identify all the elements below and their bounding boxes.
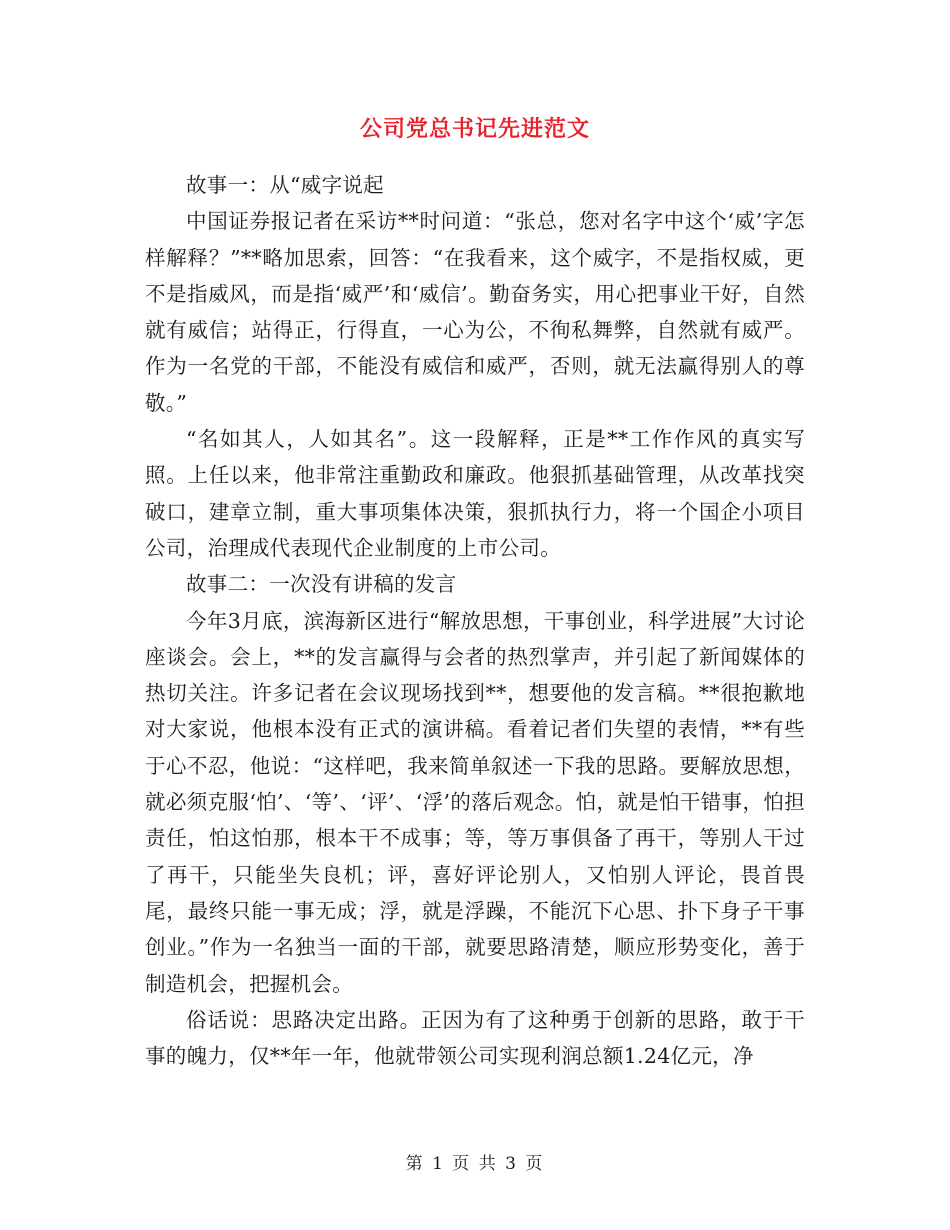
document-title: 公司党总书记先进范文 xyxy=(359,116,590,142)
paragraph-story-two-heading: 故事二：一次没有讲稿的发言 xyxy=(186,572,457,597)
paragraph: 俗话说：思路决定出路。正因为有了这种勇于创新的思路，敢于干事的魄力，仅**年一年，他就带领公司实现利润总额1.24亿元，净 xyxy=(145,1007,805,1069)
paragraph: 今年3月底，滨海新区进行“解放思想，干事创业，科学进展”大讨论座谈会。会上，**的发言赢得与会者的热烈掌声，并引起了新闻媒体的热切关注。许多记者在会议现场找到**，想要他的发言稿。**很抱歉地对大家说，他根本没有正式的演讲稿。看着记者们失望的表情，**有些于心不忍，他说：“这样吧，我来简单叙述一下我的思路。要解放思想，就必须克服‘怕’、‘等’、‘评’、‘浮’的落后观念。怕，就是怕干错事，怕担责任，怕这怕那，根本干不成事；等，等万事俱备了再干，等别人干过了再干，只能坐失良机；评，喜好评论别人，又怕别人评论，畏首畏尾，最终只能一事无成；浮，就是浮躁，不能沉下心思、扑下身子干事创业。”作为一名独当一面的干部，就要思路清楚，顺应形势变化，善于制造机会，把握机会。 xyxy=(145,608,805,996)
document-body xyxy=(145,167,805,1074)
page-footer: 第 1 页 共 3 页 xyxy=(405,1154,545,1174)
paragraph-story-one-heading: 故事一：从“威字说起 xyxy=(186,173,384,197)
paragraph: “名如其人，人如其名”。这一段解释，正是**工作作风的真实写照。上任以来，他非常注重勤政和廉政。他狠抓基础管理，从改革找突破口，建章立制，重大事项集体决策，狠抓执行力，将一个国企小项目公司，治理成代表现代企业制度的上市公司。 xyxy=(145,427,805,560)
paragraph: 中国证券报记者在采访**时问道：“张总，您对名字中这个‘威’字怎样解释？”**略加思索，回答：“在我看来，这个威字，不是指权威，更不是指威风，而是指‘威严’和‘威信’。勤奋务实，用心把事业干好，自然就有威信；站得正，行得直，一心为公，不徇私舞弊，自然就有威严。作为一名党的干部，不能没有威信和威严，否则，就无法赢得别人的尊敬。” xyxy=(145,209,805,415)
